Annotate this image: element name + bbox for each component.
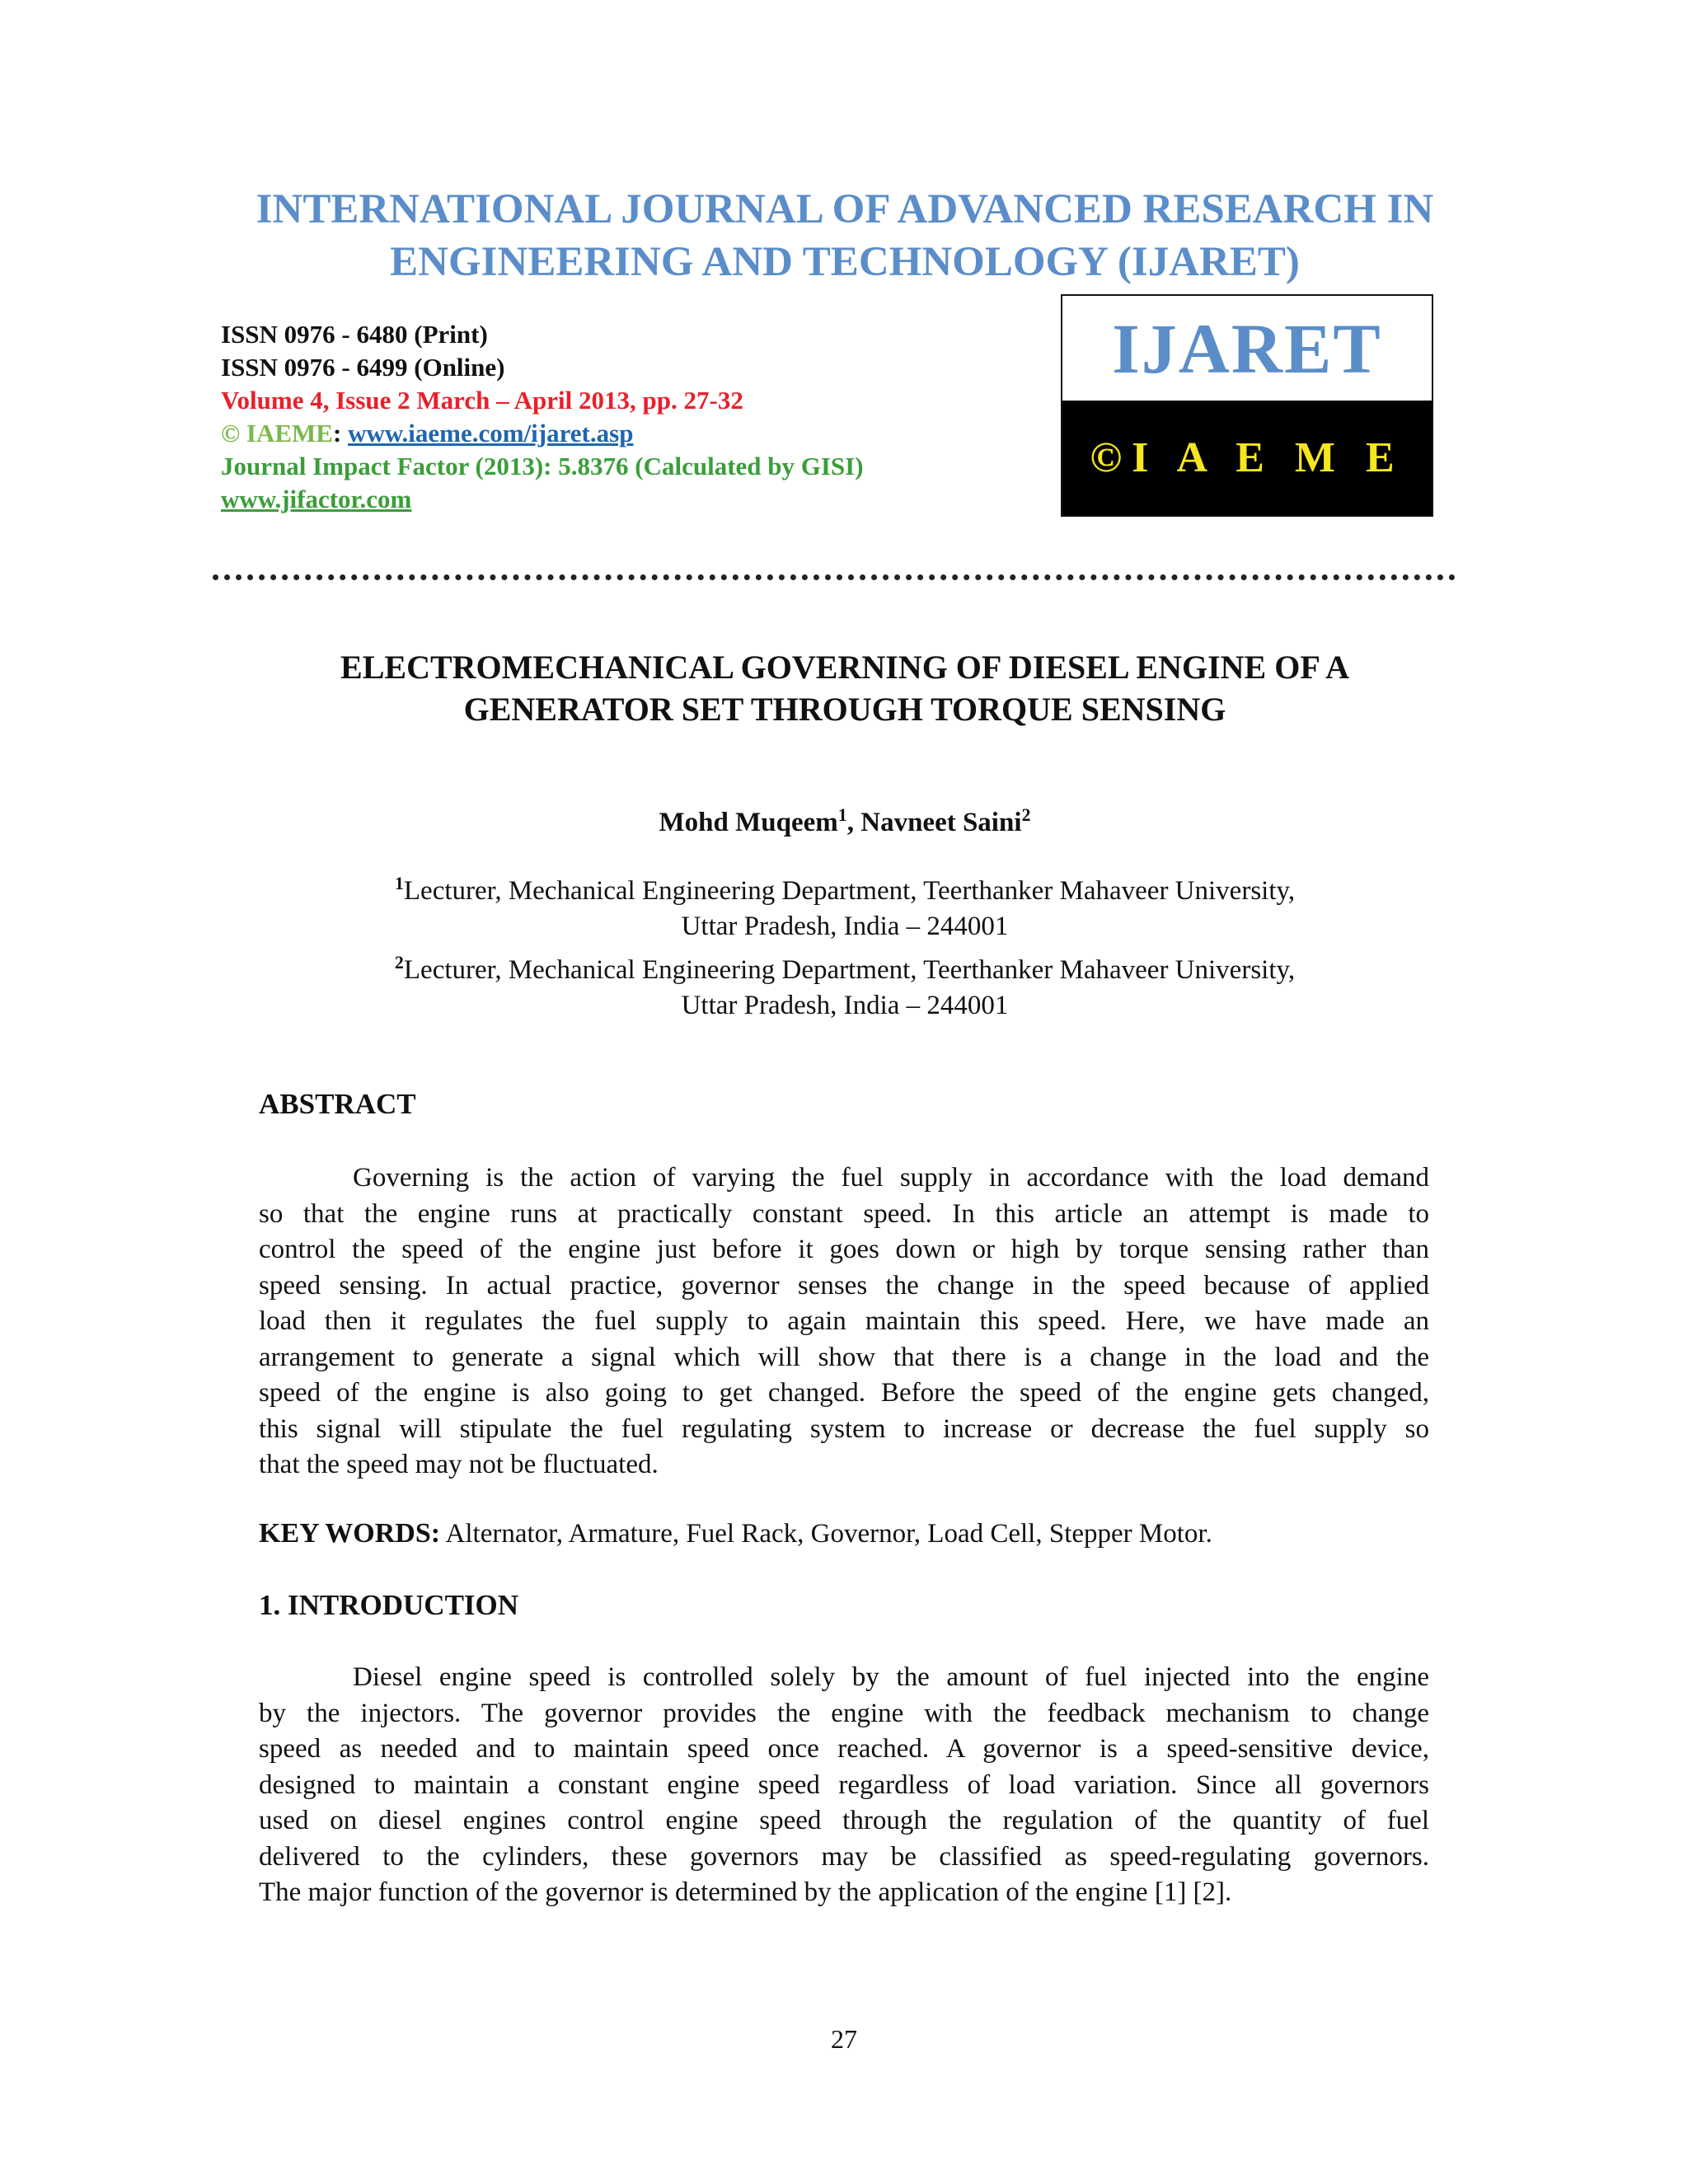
- keywords: [259, 1518, 1212, 1549]
- keywords-label: KEY WORDS:: [259, 1518, 441, 1549]
- affiliation-2-line-2: Uttar Pradesh, India – 244001: [681, 991, 1009, 1020]
- journal-website-link[interactable]: www.iaeme.com/ijaret.asp: [348, 419, 634, 448]
- affiliations: [247, 865, 1442, 1024]
- author-separator: ,: [846, 808, 861, 837]
- journal-meta: [221, 318, 864, 516]
- intro-line: delivered to the cylinders, these governors may be classified as speed-regulating governors.: [259, 1841, 1429, 1872]
- abstract-line: Governing is the action of varying the fuel supply in accordance with the load demand: [353, 1163, 1429, 1193]
- intro-line: used on diesel engines control engine speed through the regulation of the quantity of fuel: [259, 1806, 1429, 1835]
- intro-line: Diesel engine speed is controlled solely by the amount of fuel injected into the engine: [353, 1662, 1429, 1692]
- publisher-symbol: © IAEME: [221, 419, 333, 448]
- abstract-line: speed sensing. In actual practice, governor senses the change in the speed because of applied: [259, 1270, 1429, 1301]
- affiliation-1-sup: 1: [394, 873, 404, 893]
- abstract-line: control the speed of the engine just before it goes down or high by torque sensing rather than: [259, 1235, 1429, 1264]
- abstract-line: this signal will stipulate the fuel regulating system to increase or decrease the fuel supply so: [259, 1413, 1429, 1444]
- affiliation-2-sup: 2: [394, 952, 404, 972]
- journal-logo: [1061, 294, 1433, 517]
- journal-title: [206, 183, 1484, 288]
- intro-line: designed to maintain a constant engine speed regardless of load variation. Since all governors: [259, 1769, 1429, 1800]
- abstract-line: speed of the engine is also going to get changed. Before the speed of the engine gets changed,: [259, 1378, 1429, 1408]
- paper-title-line-2: GENERATOR SET THROUGH TORQUE SENSING: [463, 691, 1226, 728]
- affiliation-1-line-2: Uttar Pradesh, India – 244001: [681, 912, 1009, 941]
- abstract-line: that the speed may not be fluctuated.: [259, 1450, 659, 1479]
- intro-line: by the injectors. The governor provides the engine with the feedback mechanism to change: [259, 1698, 1429, 1728]
- paper-title: [247, 646, 1442, 730]
- abstract-body: [259, 1160, 1429, 1483]
- abstract-line: arrangement to generate a signal which will show that there is a change in the load and the: [259, 1342, 1429, 1372]
- authors: [247, 804, 1442, 838]
- logo-title: IJARET: [1112, 308, 1382, 388]
- publisher-line: [221, 417, 864, 450]
- affiliation-1-text: Lecturer, Mechanical Engineering Department, Teerthanker Mahaveer University,: [403, 876, 1296, 906]
- journal-title-line-2: ENGINEERING AND TECHNOLOGY (IJARET): [390, 239, 1300, 285]
- affiliation-2-line-1: [247, 944, 1442, 988]
- author-1-sup: 1: [837, 804, 847, 825]
- affiliation-2-text: Lecturer, Mechanical Engineering Department, Teerthanker Mahaveer University,: [403, 955, 1296, 985]
- volume-info: Volume 4, Issue 2 March – April 2013, pp. 27-32: [221, 386, 743, 415]
- abstract-heading: ABSTRACT: [259, 1088, 416, 1120]
- dotted-divider: [213, 574, 1456, 580]
- abstract-line: so that the engine runs at practically constant speed. In this article an attempt is made to: [259, 1198, 1429, 1229]
- author-2-sup: 2: [1021, 804, 1031, 825]
- introduction-body: [259, 1660, 1429, 1911]
- impact-factor: Journal Impact Factor (2013): 5.8376 (Calculated by GISI): [221, 452, 864, 480]
- affiliation-1-line-1: [247, 865, 1442, 909]
- paper-title-line-1: ELECTROMECHANICAL GOVERNING OF DIESEL ENGINE OF A: [340, 649, 1349, 686]
- introduction-heading: 1. INTRODUCTION: [259, 1589, 519, 1621]
- author-2: Navneet Saini: [860, 808, 1022, 837]
- impact-site-link[interactable]: www.jifactor.com: [221, 485, 412, 513]
- intro-line: The major function of the governor is determined by the application of the engine [1] [2].: [259, 1877, 1232, 1907]
- intro-line: speed as needed and to maintain speed once reached. A governor is a speed-sensitive device,: [259, 1734, 1429, 1764]
- publisher-separator: :: [332, 419, 349, 448]
- journal-title-line-1: INTERNATIONAL JOURNAL OF ADVANCED RESEARCH IN: [256, 186, 1434, 232]
- issn-online: ISSN 0976 - 6499 (Online): [221, 353, 505, 382]
- logo-publisher: ©I A E M E: [1062, 401, 1432, 515]
- keywords-list: Alternator, Armature, Fuel Rack, Governor, Load Cell, Stepper Motor.: [440, 1519, 1212, 1549]
- abstract-line: load then it regulates the fuel supply to again maintain this speed. Here, we have made an: [259, 1306, 1429, 1336]
- author-1: Mohd Muqeem: [659, 808, 838, 837]
- issn-print: ISSN 0976 - 6480 (Print): [221, 320, 488, 349]
- page-number: 27: [831, 2024, 857, 2054]
